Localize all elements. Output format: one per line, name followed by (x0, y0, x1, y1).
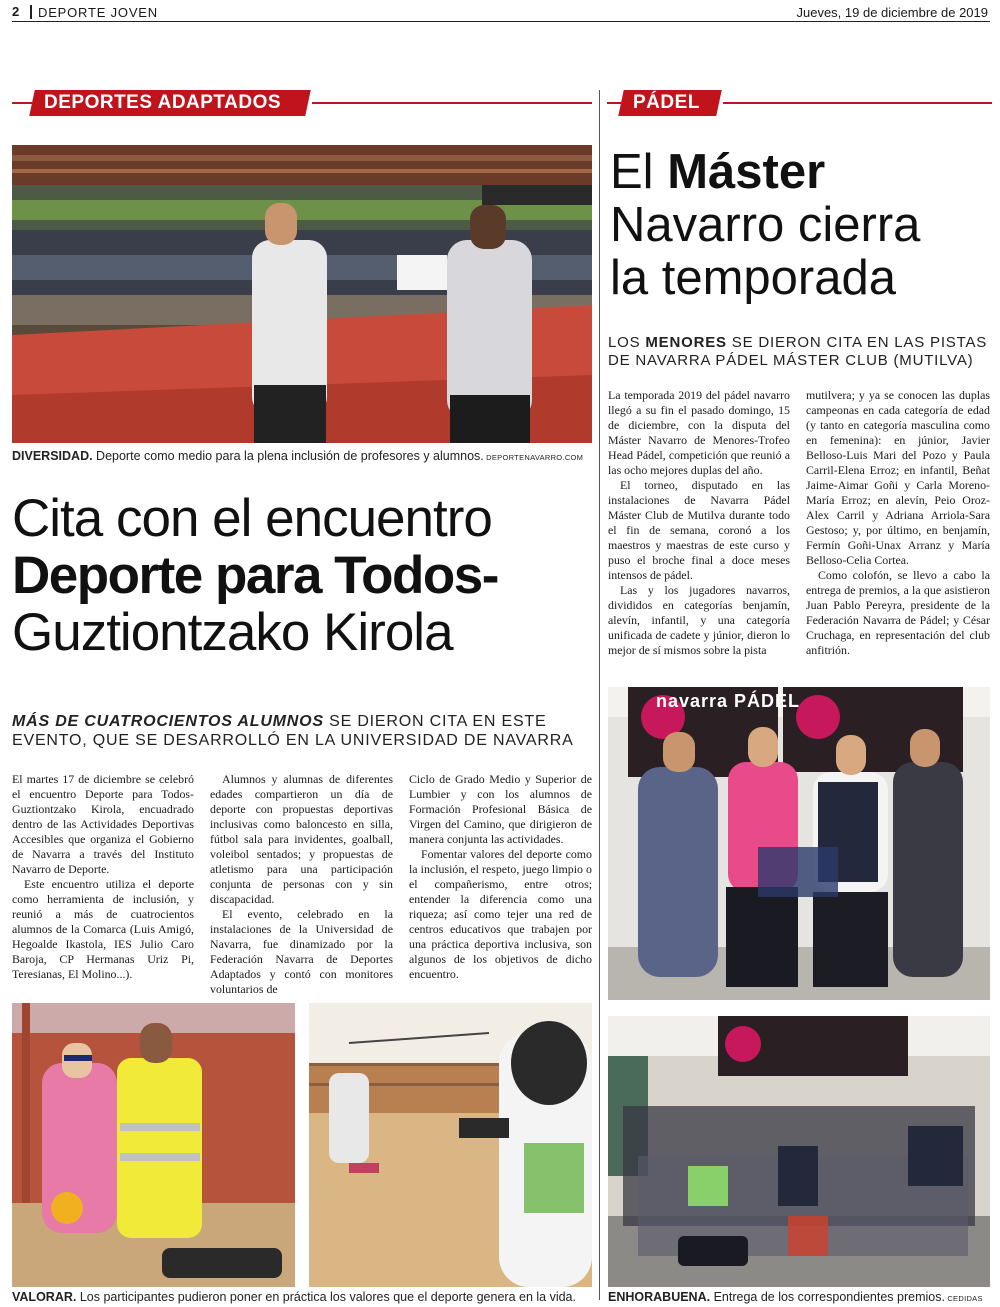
paragraph: mutilvera; y ya se conocen las duplas campeonas en cada categoría de edad (y tanto en categoría masculina como en femenina): en júnior, Javier Belloso-Luis Mari del Pozo y Paula Carril-Elena Erroz; en infantil, Beñat Jaime-Aimar Goñi y Carla Moreno-María Erroz; en alevín, Peio Oroz-Alex Carril y Adriana Arriola-Sara Gestoso; y, por último, en benjamín, Fermín Goñi-Unax Arranz y María Belloso-Celia Cortea. (806, 388, 990, 567)
subhead-right (608, 334, 987, 370)
paragraph: Ciclo de Grado Medio y Superior de Lumbier y con los alumnos de Formación Profesional Básica de Virgen del Camino, que dirigieron de manera conjunta las actividades. (409, 772, 592, 846)
paragraph: El martes 17 de diciembre se celebró el encuentro Deporte para Todos-Guztiontzako Kirola, encuadrado dentro de las Actividades Deportivas Accesibles que organiza el Gobierno de Navarra a través del Instituto Navarro de Deporte. (12, 772, 194, 876)
section-label-padel: PÁDEL (633, 92, 700, 113)
subhead-line2: DE NAVARRA PÁDEL MÁSTER CLUB (MUTILVA) (608, 352, 974, 369)
caption-text: Los participantes pudieron poner en práctica los valores que el deporte genera en la vida. (76, 1290, 576, 1304)
article-column-left-2 (210, 772, 393, 997)
headline-line-3: Guztiontzako Kirola (12, 603, 453, 663)
headline-master-navarro (610, 146, 990, 305)
subhead-left (12, 712, 574, 750)
paragraph: Las y los jugadores navarros, divididos en categorías benjamín, alevín, infantil, y una categoría unificada de cadete y júnior, dieron lo mejor de sí mismos sobre la pista (608, 583, 790, 657)
section-title: DEPORTE JOVEN (38, 5, 158, 20)
paragraph: Como colofón, se llevo a cabo la entrega de premios, a la que asistieron Juan Pablo Pereyra, presidente de la Federación Navarra de Pádel; y César Cruchaga, en representación del club anfitrión. (806, 568, 990, 657)
photo-caption-enhorabuena (608, 1290, 983, 1304)
publication-date: Jueves, 19 de diciembre de 2019 (796, 5, 988, 20)
page-header (12, 4, 990, 22)
caption-lead: ENHORABUENA. (608, 1290, 711, 1304)
photo-caption-valorar (12, 1290, 576, 1304)
paragraph: El evento, celebrado en la instalaciones de la Universidad de Navarra, fue dinamizado por la Federación Navarra de Deportes Adaptados y contó con monitores voluntarios de (210, 907, 393, 996)
subhead-line1-rest: SE DIERON CITA EN ESTE (323, 713, 547, 730)
photo-group-winners (608, 1016, 990, 1287)
headline-line-2: Navarro cierra (610, 197, 921, 252)
caption-credit: CEDIDAS (944, 1294, 983, 1303)
photo-goalball-practice (12, 1003, 295, 1287)
paragraph: Alumnos y alumnas de diferentes edades compartieron un día de deporte con propuestas deportivas inclusivas como baloncesto en silla, fútbol sala para invidentes, goalball, voleibol sentados; y propuestas de atletismo para una participación conjunta de personas con y sin discapacidad. (210, 772, 393, 906)
column-divider (599, 90, 600, 1300)
photo-banner-signage: navarra PÁDEL (656, 691, 801, 711)
subhead-line1-rest: SE DIERON CITA EN LAS PISTAS (726, 334, 988, 351)
page-number: 2 (12, 4, 20, 19)
headline-deporte-para-todos (12, 490, 592, 662)
headline-pre: El (610, 145, 668, 199)
headline-line-3: la temporada (610, 250, 897, 305)
headline-line-2: Deporte para Todos- (12, 546, 498, 606)
paragraph: La temporada 2019 del pádel navarro llegó a su fin el pasado domingo, 15 de diciembre, con la disputa del Máster Navarro de Menores-Trofeo Head Pádel, competición que reunió a las ocho mejores duplas del año. (608, 388, 790, 477)
caption-text: Entrega de los correspondientes premios. (710, 1290, 945, 1304)
article-column-left-1 (12, 772, 194, 982)
header-divider (30, 5, 32, 19)
caption-credit: DEPORTENAVARRO.COM (483, 453, 584, 462)
paragraph: El torneo, disputado en las instalaciones de Navarra Pádel Máster Club de Mutilva durante todo el fin de semana, coronó a los maestros y maestras de este curso y puso el broche final a doce meses intensos de pádel. (608, 478, 790, 582)
photo-award-podium (608, 687, 990, 1000)
caption-text: Deporte como medio para la plena inclusión de profesores y alumnos. (92, 449, 484, 463)
caption-lead: DIVERSIDAD. (12, 449, 93, 463)
headline-line-1: Cita con el encuentro (12, 489, 492, 548)
photo-gym-assembly (12, 145, 592, 443)
article-column-right-2 (806, 388, 990, 658)
subhead-line2: EVENTO, QUE SE DESARROLLÓ EN LA UNIVERSIDAD DE NAVARRA (12, 732, 574, 750)
paragraph: Este encuentro utiliza el deporte como herramienta de inclusión, y reunió a más de cuatrocientos alumnos de la Comarca (Luis Amigó, Hegoalde Ikastola, IES Julio Caro Baroja, CP Hermanas Uriz Pi, Teresianas, El Molino...). (12, 877, 194, 981)
section-banner-left (12, 90, 592, 116)
section-banner-right (607, 90, 992, 116)
subhead-pre: LOS (608, 334, 646, 351)
headline-bold: Máster (667, 145, 826, 199)
subhead-bold: MÁS DE CUATROCIENTOS ALUMNOS (12, 713, 324, 730)
photo-wheelchair-fencing (309, 1003, 592, 1287)
caption-lead: VALORAR. (12, 1290, 77, 1304)
section-label-deportes-adaptados: DEPORTES ADAPTADOS (44, 92, 282, 113)
article-column-right-1 (608, 388, 790, 658)
article-column-left-3 (409, 772, 592, 982)
subhead-bold: MENORES (645, 334, 727, 351)
photo-caption-diversidad (12, 449, 583, 463)
paragraph: Fomentar valores del deporte como la inclusión, el respeto, juego limpio o el compañerismo, entre otros; entender la diferencia como una riqueza; así como tejer una red de centros educativos que trabajen por una práctica deportiva inclusiva, son algunos de los objetivos de dicho encuentro. (409, 847, 592, 981)
